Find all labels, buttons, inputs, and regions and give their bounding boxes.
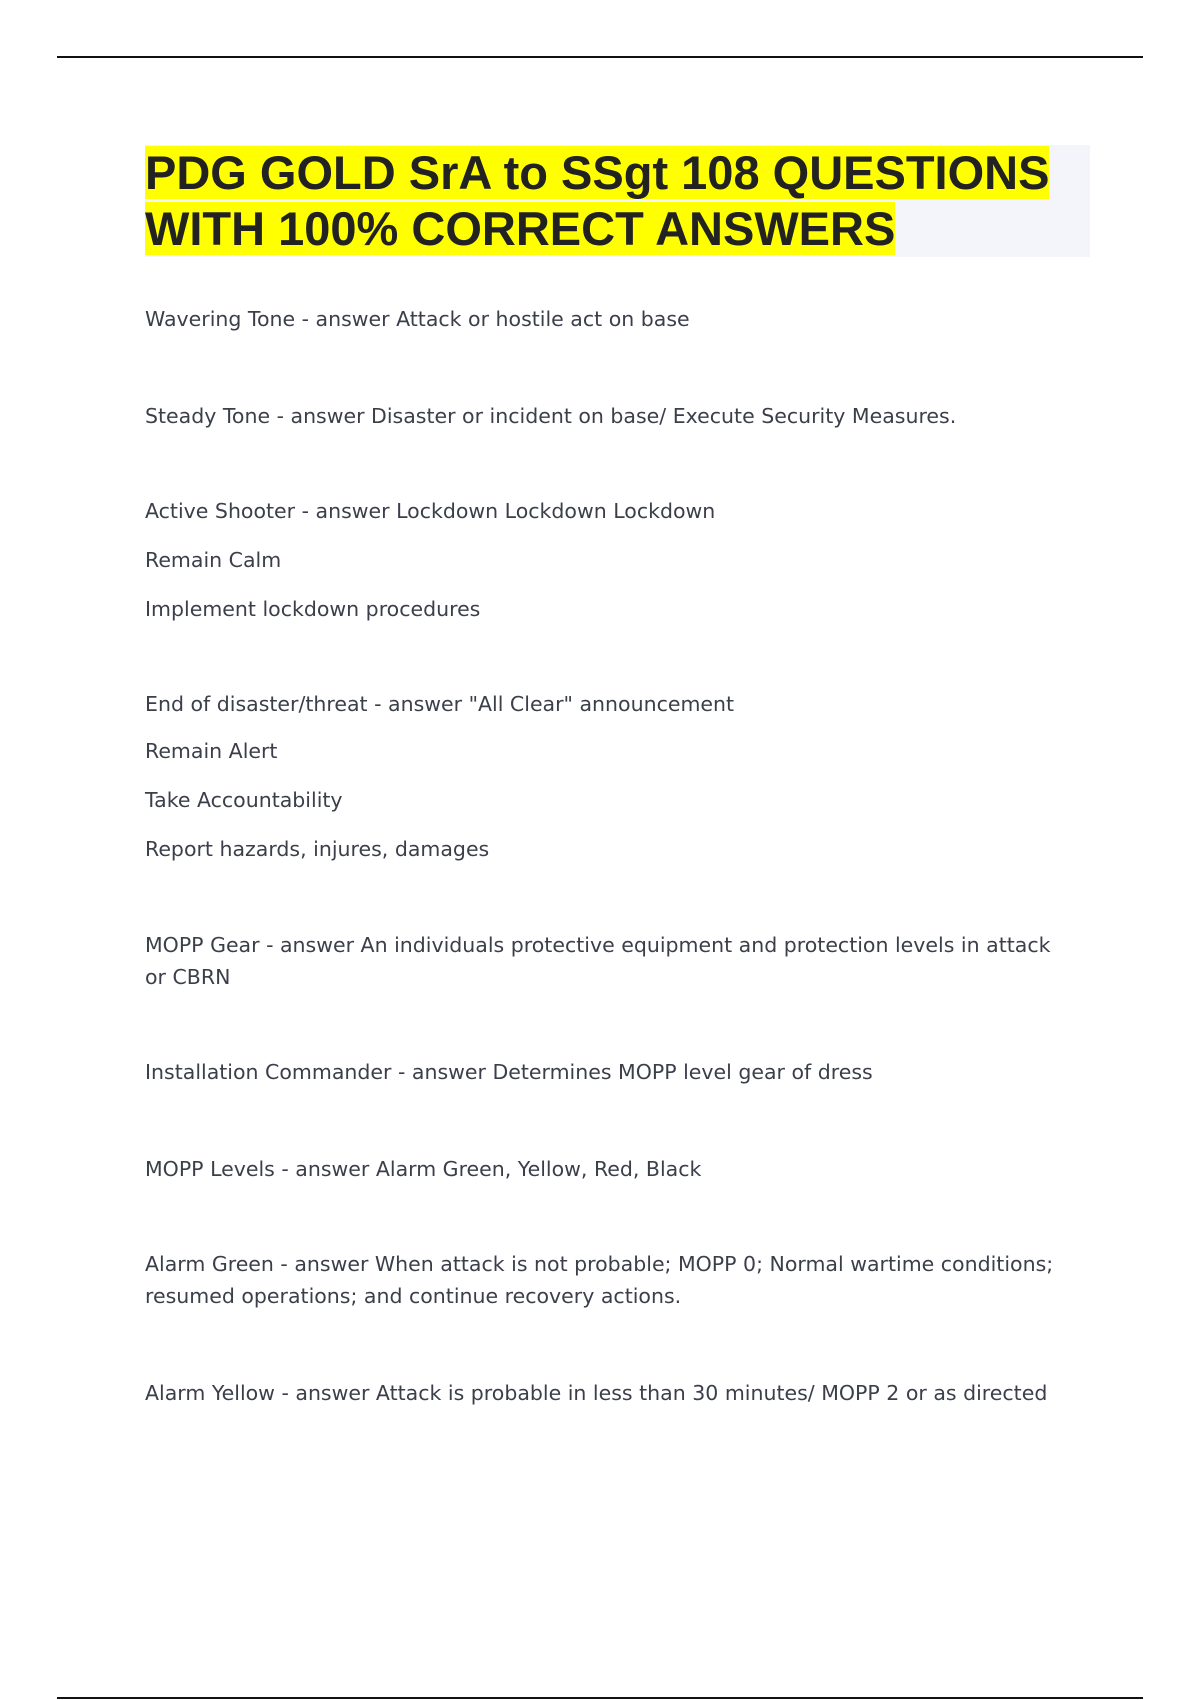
qa-line: Installation Commander - answer Determines MOPP level gear of dress: [145, 1060, 873, 1084]
document-title: [145, 145, 1090, 257]
qa-entry: [145, 303, 1065, 335]
qa-line: Steady Tone - answer Disaster or incident on base/ Execute Security Measures.: [145, 404, 957, 428]
qa-line: Wavering Tone - answer Attack or hostile act on base: [145, 307, 690, 331]
qa-line: End of disaster/threat - answer "All Clear" announcement: [145, 692, 735, 716]
title-block: [145, 145, 1090, 257]
qa-line: MOPP Levels - answer Alarm Green, Yellow, Red, Black: [145, 1157, 702, 1181]
qa-entry: [145, 688, 1065, 865]
qa-line: Report hazards, injures, damages: [145, 837, 490, 861]
qa-line: Active Shooter - answer Lockdown Lockdown Lockdown: [145, 499, 716, 523]
qa-line: Take Accountability: [145, 788, 343, 812]
qa-entry: [145, 1377, 1065, 1409]
qa-line: MOPP Gear - answer An individuals protective equipment and protection levels in attack or CBRN: [145, 933, 1051, 989]
qa-entry: [145, 1056, 1065, 1088]
qa-entry: [145, 1153, 1065, 1185]
qa-entry: [145, 1248, 1065, 1312]
top-rule: [57, 56, 1143, 58]
qa-line: Alarm Yellow - answer Attack is probable in less than 30 minutes/ MOPP 2 or as directed: [145, 1381, 1048, 1405]
title-highlight: PDG GOLD SrA to SSgt 108 QUESTIONS WITH 100% CORRECT ANSWERS: [145, 146, 1050, 255]
bottom-rule: [57, 1697, 1143, 1699]
qa-entry: [145, 495, 1065, 625]
qa-entry: [145, 400, 1065, 432]
qa-line: Remain Calm: [145, 548, 282, 572]
qa-line: Implement lockdown procedures: [145, 597, 481, 621]
qa-line: Remain Alert: [145, 739, 278, 763]
qa-entry: [145, 929, 1065, 993]
qa-line: Alarm Green - answer When attack is not probable; MOPP 0; Normal wartime conditions; resumed operations; and continue recovery actions.: [145, 1252, 1054, 1308]
